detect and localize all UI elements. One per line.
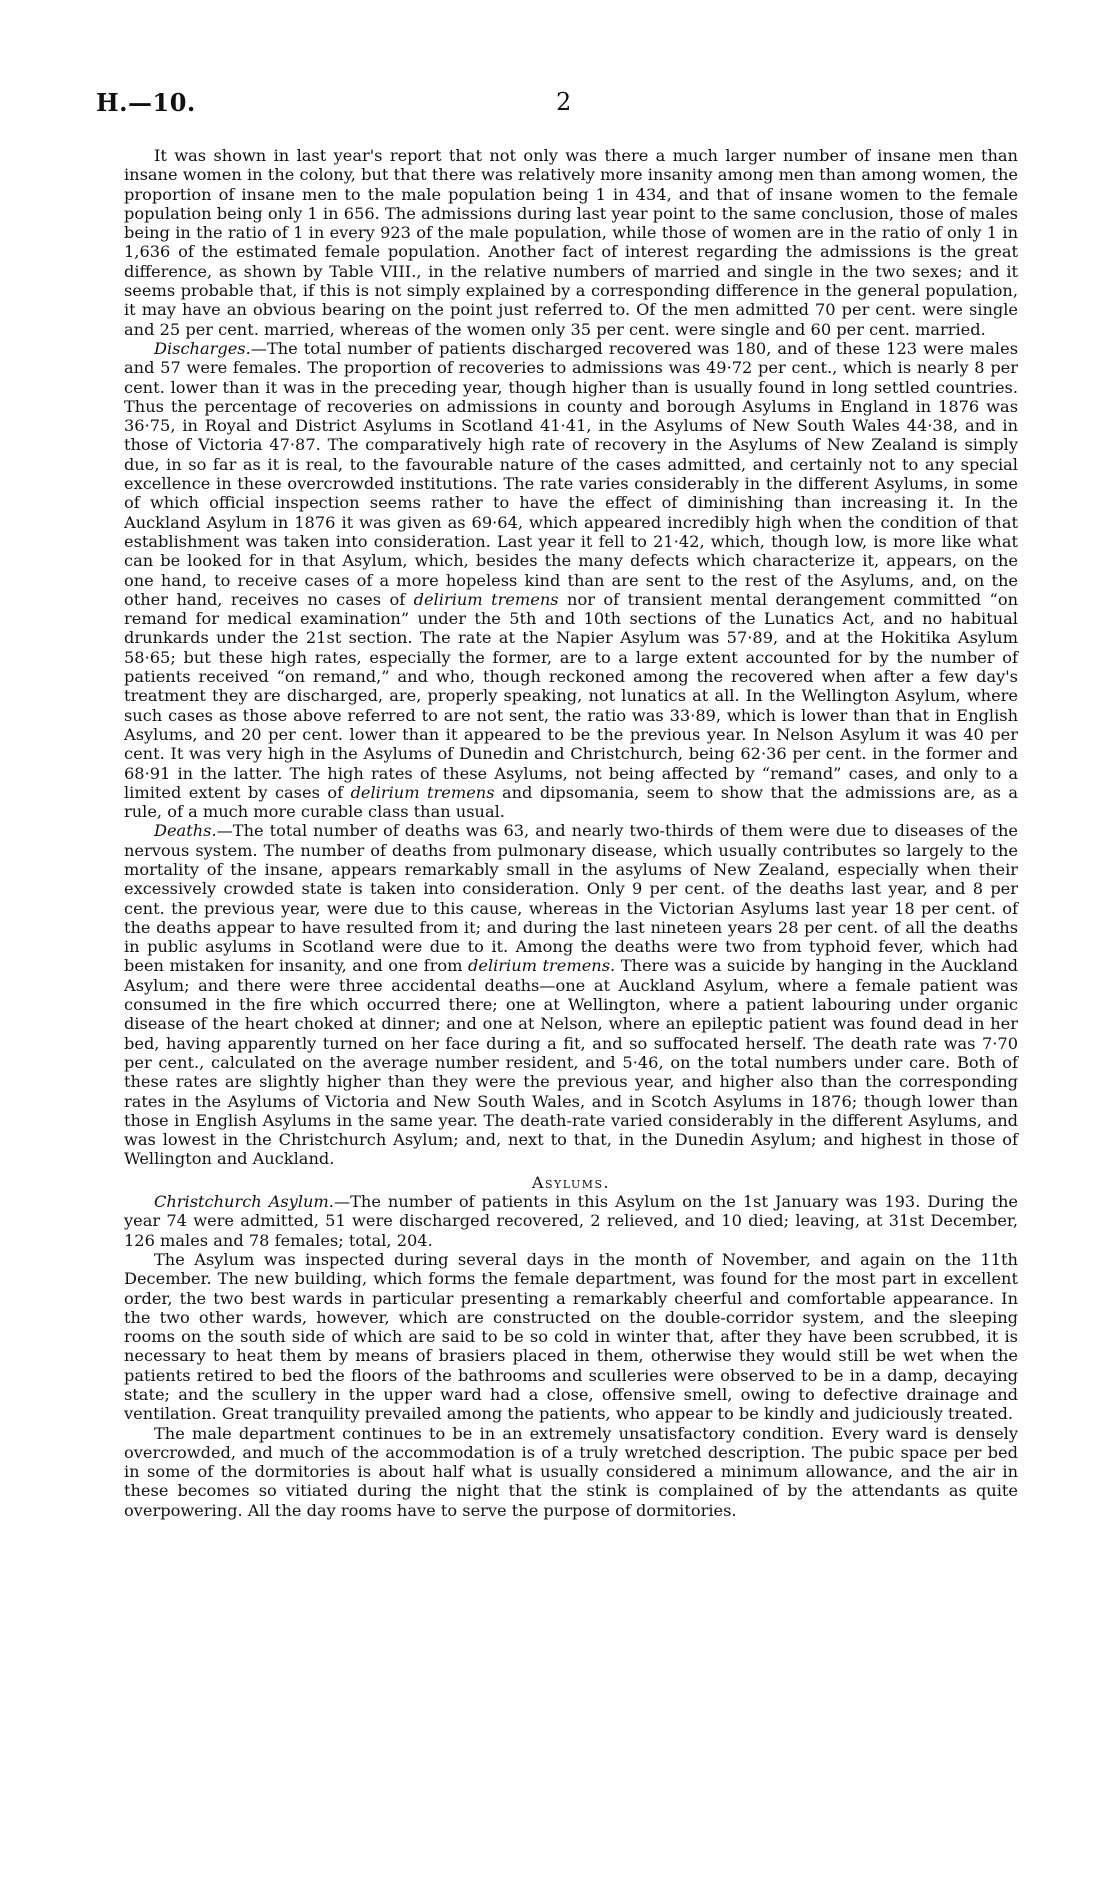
paragraph-text: It was shown in last year's report that not only was there a much larger number of insane men than insane women in the colony, but that there was relatively more insanity among men than among women, the proportion of insane men to the male population being 1 in 434, and that of insane women to the female population being only 1 in 656. The admissions during last year point to the same conclusion, those of males being in the ratio of 1 in every 923 of the male population, while those of women are in the ratio of only 1 in 1,636 of the estimated female population. Another fact of interest regarding the admissions is the great difference, as shown by Table VIII., in the relative numbers of married and single in the two sexes; and it seems probable that, if this is not simply explained by a corresponding difference in the general population, it may have an obvious bearing on the point just referred to. Of the men admitted 70 per cent. were single and 25 per cent. married, whereas of the women only 35 per cent. were single and 60 per cent. married.: [124, 146, 1018, 339]
paragraph: [124, 1424, 1018, 1520]
paragraph-text: The male department continues to be in an extremely unsatisfactory condition. Every ward is densely overcrowded, and much of the accommodation is of a truly wretched description. The pubic space per bed in some of the dormitories is about half what is usually considered a minimum allowance, and the air in these becomes so vitiated during the night that the stink is complained of by the attendants as quite overpowering. All the day rooms have to serve the purpose of dormitories.: [124, 1423, 1018, 1520]
page-number: 2: [556, 88, 572, 116]
paragraph: [124, 821, 1018, 1168]
italic-term: delirium tremens: [413, 589, 559, 609]
paragraph-text: There was a suicide by hanging in the Auckland Asylum; and there were three accidental deaths—one at Auckland Asylum, where a female patient was consumed in the fire which occurred there; one at Wellington, where a patient labouring under organic disease of the heart choked at dinner; and one at Nelson, where an epileptic patient was found dead in her bed, having apparently turned on her face during a fit, and so suffocated herself. The death rate was 7·70 per cent., calculated on the average number resident, and 5·46, on the total numbers under care. Both of these rates are slightly higher than they were the previous year, and higher also than the corresponding rates in the Asylums of Victoria and New South Wales, and in Scotch Asylums in 1876; though lower than those in English Asylums in the same year. The death-rate varied considerably in the different Asylums, and was lowest in the Christchurch Asylum; and, next to that, in the Dunedin Asylum; and highest in those of Wellington and Auckland.: [124, 956, 1018, 1169]
paragraph: [124, 339, 1018, 821]
paragraph-text: —The total number of patients discharged recovered was 180, and of these 123 were males and 57 were females. The proportion of recoveries to admissions was 49·72 per cent., which is nearly 8 per cent. lower than it was in the preceding year, though higher than is usually found in long settled countries. Thus the percentage of recoveries on admissions in county and borough Asylums in England in 1876 was 36·75, in Royal and District Asylums in Scotland 41·41, in the Asylums of New South Wales 44·38, and in those of Victoria 47·87. The comparatively high rate of recovery in the Asylums of New Zealand is simply due, in so far as it is real, to the favourable nature of the cases admitted, and certainly not to any special excellence in these overcrowded institutions. The rate varies considerably in the different Asylums, in some of which official inspection seems rather to have the effect of diminishing than increasing it. In the Auckland Asylum in 1876 it was given as 69·64, which appeared incredibly high when the condition of that establishment was taken into consideration. Last year it fell to 21·42, which, though low, is more like what can be looked for in that Asylum, which, besides the many defects which characterize it, appears, on the one hand, to receive cases of a more hopeless kind than are sent to the rest of the Asylums, and, on the other hand, receives no cases of: [124, 338, 1018, 609]
page-header: [96, 88, 1018, 128]
paragraph-lead: Christchurch Asylum.: [154, 1192, 334, 1212]
paragraph-text: —The number of patients in this Asylum on the 1st January was 193. During the year 74 were admitted, 51 were discharged recovered, 2 relieved, and 10 died; leaving, at 31st December, 126 males and 78 females; total, 204.: [124, 1192, 1018, 1250]
paragraph-text: nor of transient mental derangement committed “on remand for medical examination” under the 5th and 10th sections of the Lunatics Act, and no habitual drunkards under the 21st section. The rate at the Napier Asylum was 57·89, and at the Hokitika Asylum 58·65; but these high rates, especially the former, are to a large extent accounted for by the number of patients received “on remand,” and who, though reckoned among the recovered when after a few day's treatment they are discharged, are, properly speaking, not lunatics at all. In the Wellington Asylum, where such cases as those above referred to are not sent, the ratio was 33·89, which is lower than that in English Asylums, and 20 per cent. lower than it appeared to be the previous year. In Nelson Asylum it was 40 per cent. It was very high in the Asylums of Dunedin and Christchurch, being 62·36 per cent. in the former and 68·91 in the latter. The high rates of these Asylums, not being affected by “remand” cases, and only to a limited extent by cases of: [124, 589, 1018, 802]
paragraph-text: —The total number of deaths was 63, and nearly two-thirds of them were due to diseases of the nervous system. The number of deaths from pulmonary disease, which usually contributes so largely to the mortality of the insane, appears remarkably small in the asylums of New Zealand, especially when their excessively crowded state is taken into consideration. Only 9 per cent. of the deaths last year, and 8 per cent. the previous year, were due to this cause, whereas in the Victorian Asylums last year 18 per cent. of the deaths appear to have resulted from it; and during the last nineteen years 28 per cent. of all the deaths in public asylums in Scotland were due to it. Among the deaths were two from typhoid fever, which had been mistaken for insanity, and one from: [124, 821, 1018, 976]
paragraph-text: The Asylum was inspected during several days in the month of November, and again on the 11th December. The new building, which forms the female department, was found for the most part in excellent order, the two best wards in particular presenting a remarkably cheerful and comfortable appearance. In the two other wards, however, which are constructed on the double-corridor system, and the sleeping rooms on the south side of which are said to be so cold in winter that, after they have been scrubbed, it is necessary to heat them by means of brasiers placed in them, otherwise they would still be wet when the patients retired to bed the floors of the bathrooms and sculleries were observed to be in a damp, decaying state; and the scullery in the upper ward had a close, offensive smell, owing to defective drainage and ventilation. Great tranquility prevailed among the patients, who appear to be kindly and judiciously treated.: [124, 1249, 1018, 1424]
document-reference: H.—10.: [96, 88, 196, 117]
paragraph: [124, 146, 1018, 339]
paragraph-text: and dipsomania, seem to show that the admissions are, as a rule, of a much more curable class than usual.: [124, 782, 1018, 822]
italic-term: delirium tremens.: [468, 956, 616, 976]
section-heading: Asylums.: [531, 1172, 611, 1192]
paragraph: [124, 1250, 1018, 1424]
paragraph: [124, 1192, 1018, 1250]
paragraph-lead: Deaths.: [154, 821, 217, 841]
asylum-paragraphs: [124, 1192, 1018, 1520]
report-paragraphs: [124, 146, 1018, 1169]
italic-term: delirium tremens: [350, 782, 495, 802]
paragraph-lead: Discharges.: [154, 338, 251, 358]
document-body: [124, 146, 1018, 1520]
